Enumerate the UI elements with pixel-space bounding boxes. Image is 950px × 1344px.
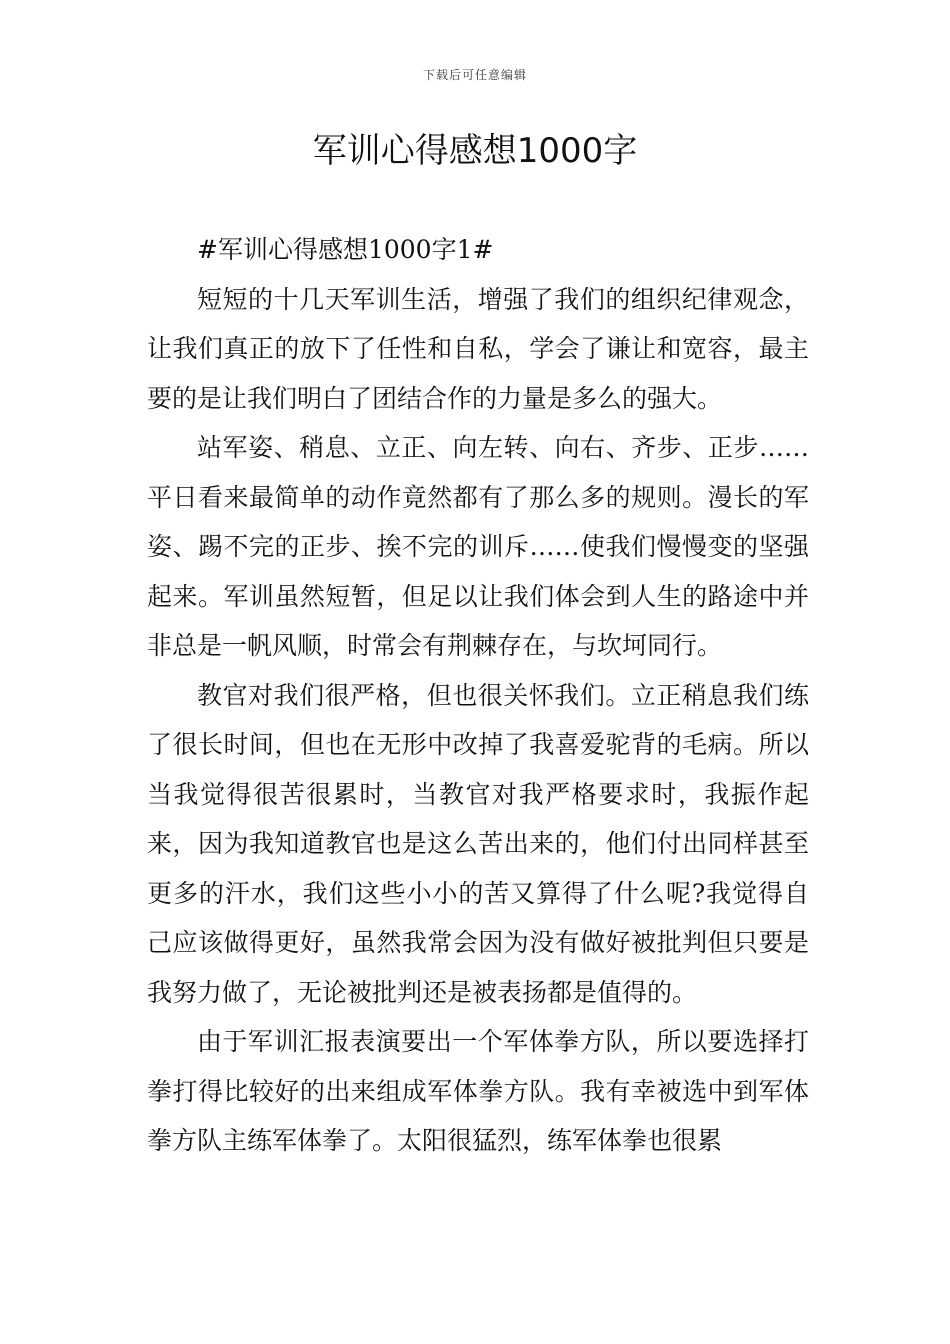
document-title: 军训心得感想1000字 bbox=[312, 131, 638, 171]
document-body bbox=[147, 225, 809, 1166]
paragraph-1: 短短的十几天军训生活，增强了我们的组织纪律观念，让我们真正的放下了任性和自私，学会了谦让和宽容，最主要的是让我们明白了团结合作的力量是多么的强大。 bbox=[147, 284, 809, 413]
paragraph-2: 站军姿、稍息、立正、向左转、向右、齐步、正步……平日看来最简单的动作竟然都有了那么多的规则。漫长的军姿、踢不完的正步、挨不完的训斥……使我们慢慢变的坚强起来。军训虽然短暂，但足以让我们体会到人生的路途中并非总是一帆风顺，时常会有荆棘存在，与坎坷同行。 bbox=[147, 433, 809, 660]
header-note: 下载后可任意编辑 bbox=[422, 68, 527, 82]
paragraph-4: 由于军训汇报表演要出一个军体拳方队，所以要选择打拳打得比较好的出来组成军体拳方队。我有幸被选中到军体拳方队主练军体拳了。太阳很猛烈，练军体拳也很累 bbox=[147, 1027, 809, 1155]
paragraph-3: 教官对我们很严格，但也很关怀我们。立正稍息我们练了很长时间，但也在无形中改掉了我喜爱驼背的毛病。所以当我觉得很苦很累时，当教官对我严格要求时，我振作起来，因为我知道教官也是这么苦出来的，他们付出同样甚至更多的汗水，我们这些小小的苦又算得了什么呢?我觉得自己应该做得更好，虽然我常会因为没有做好被批判但只要是我努力做了，无论被批判还是被表扬都是值得的。 bbox=[147, 680, 809, 1007]
section-heading: #军训心得感想1000字1# bbox=[197, 235, 494, 264]
